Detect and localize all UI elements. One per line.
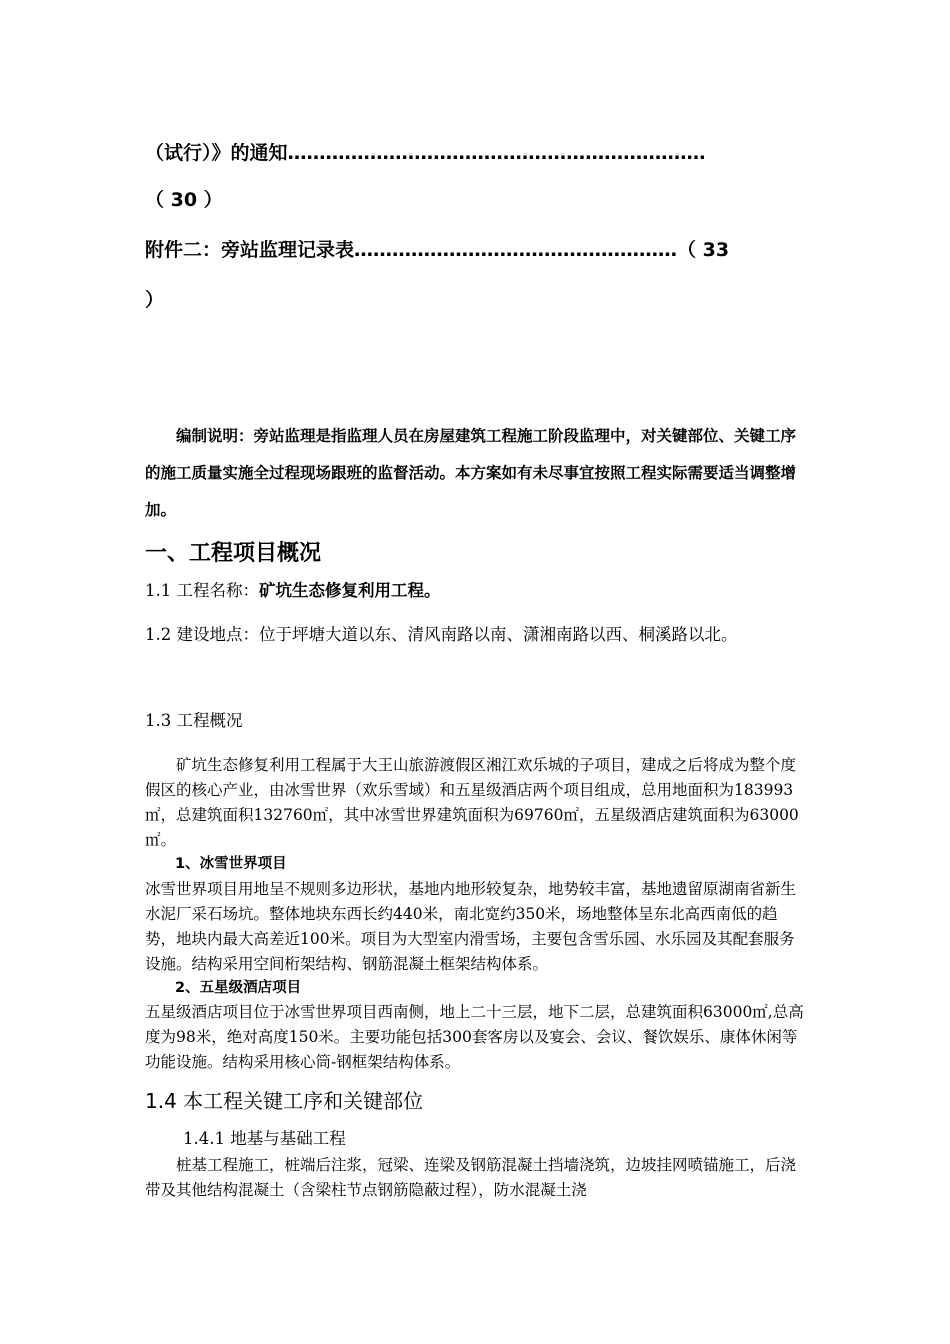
compilation-note: 编制说明：旁站监理是指监理人员在房屋建筑工程施工阶段监理中，对关键部位、关键工序的施工质量实施全过程现场跟班的监督活动。本方案如有未尽事宜按照工程实际需要适当调整增加。 [145, 427, 797, 519]
overview-paragraph: 矿坑生态修复利用工程属于大王山旅游渡假区湘江欢乐城的子项目，建成之后将成为整个度假区的核心产业，由冰雪世界（欢乐雪域）和五星级酒店两个项目组成，总用地面积为183993㎡，总建筑面积132760㎡，其中冰雪世界建筑面积为69760㎡，五星级酒店建筑面积为63000㎡。 [145, 756, 799, 849]
project-name-label: 1.1 工程名称： [145, 581, 259, 600]
toc-line-4: ） [145, 290, 165, 310]
hotel-heading: 2、五星级酒店项目 [175, 980, 302, 996]
toc-line-2: （ 30 ） [145, 190, 223, 210]
ice-world-paragraph: 冰雪世界项目用地呈不规则多边形状，基地内地形较复杂，地势较丰富，基地遗留原湖南省新生水泥厂采石场坑。整体地块东西长约440米，南北宽约350米，场地整体呈东北高西南低的趋势，地块内最大高差近100米。项目为大型室内滑雪场，主要包含雪乐园、水乐园及其配套服务设施。结构采用空间桁架结构、钢筋混凝土框架结构体系。 [145, 880, 797, 973]
ice-world-heading: 1、冰雪世界项目 [175, 856, 287, 872]
hotel-paragraph: 五星级酒店项目位于冰雪世界项目西南侧，地上二十三层，地下二层，总建筑面积63000㎡,总高度为98米，绝对高度150米。主要功能包括300套客房以及宴会、会议、餐饮娱乐、康体休闲等功能设施。结构采用核心筒-钢框架结构体系。 [145, 1003, 804, 1071]
section-1-4-heading: 1.4 本工程关键工序和关键部位 [145, 1089, 424, 1113]
construction-site-item: 1.2 建设地点：位于坪塘大道以东、清风南路以南、潇湘南路以西、桐溪路以北。 [145, 625, 738, 644]
foundation-paragraph: 桩基工程施工，桩端后注浆，冠梁、连梁及钢筋混凝土挡墙浇筑，边坡挂网喷锚施工，后浇带及其他结构混凝土（含梁柱节点钢筋隐蔽过程），防水混凝土浇 [145, 1156, 797, 1199]
project-name-value: 矿坑生态修复利用工程。 [259, 581, 441, 600]
overview-heading: 1.3 工程概况 [145, 711, 243, 730]
toc-line-3: 附件二：旁站监理记录表……………………………………………（ 33 [145, 240, 730, 260]
toc-line-1: （试行）》的通知………………………………………………………… [145, 143, 706, 163]
project-name-item [145, 570, 805, 612]
section-1-heading: 一、工程项目概况 [145, 541, 322, 566]
section-1-4-1-heading: 1.4.1 地基与基础工程 [183, 1129, 346, 1148]
